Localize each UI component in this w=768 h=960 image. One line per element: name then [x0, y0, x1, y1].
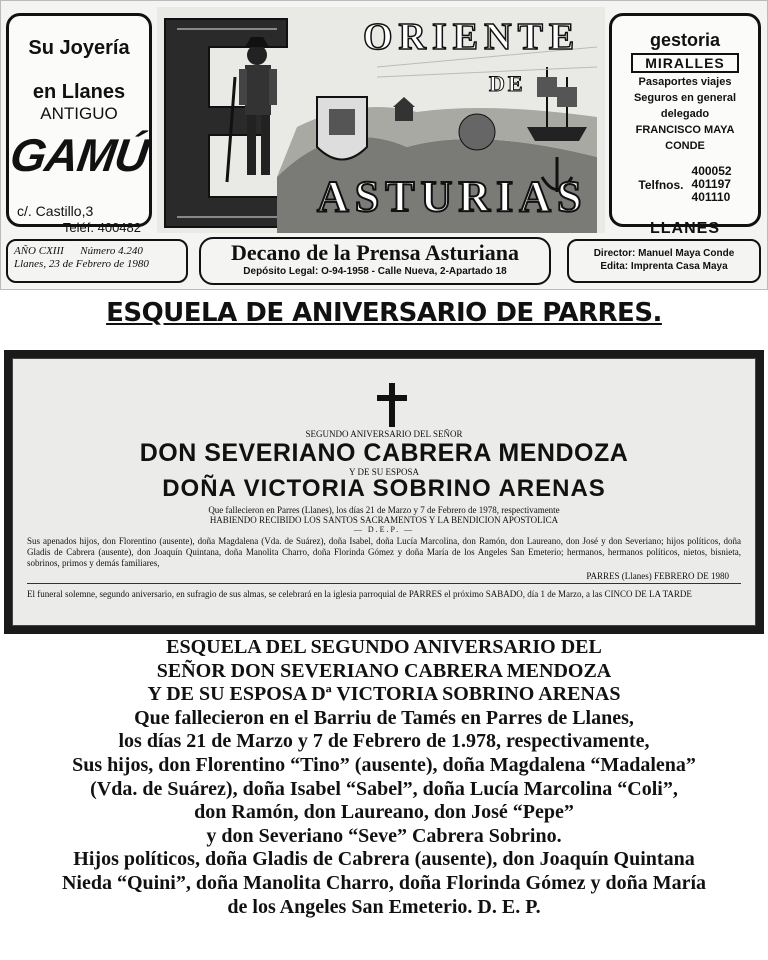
transcription-block [0, 636, 768, 919]
joyeria-line2: en Llanes [32, 81, 126, 103]
editor-line: Edita: Imprenta Casa Maya [600, 261, 728, 272]
transcription-line: don Ramón, don Laureano, don José “Pepe” [194, 801, 574, 824]
gestoria-line7: CONDE [665, 140, 705, 152]
gestoria-line6: FRANCISCO MAYA [635, 124, 735, 136]
transcription-line: los días 21 de Marzo y 7 de Febrero de 1.978, respectivamente, [118, 730, 650, 753]
director-line: Director: Manuel Maya Conde [593, 248, 735, 259]
joyeria-line1: Su Joyería [28, 37, 130, 59]
issue-year: AÑO CXIII [14, 245, 64, 257]
gestoria-miralles-ad [609, 13, 761, 237]
gestoria-name: MIRALLES [631, 53, 739, 73]
clipping-paper [12, 358, 756, 626]
obituary-clipping [4, 350, 764, 634]
issue-info-box [6, 239, 188, 283]
transcription-line: SEÑOR DON SEVERIANO CABRERA MENDOZA [156, 659, 612, 682]
page-heading: ESQUELA DE ANIVERSARIO DE PARRES. [106, 298, 662, 328]
joyeria-gamu-ad [6, 13, 152, 235]
transcription-line: de los Angeles San Emeterio. D. E. P. [227, 895, 541, 918]
deceased-name-2: DOÑA VICTORIA SOBRINO ARENAS [162, 475, 606, 502]
gestoria-town: LLANES [650, 220, 720, 237]
phones-label: Telfnos. [638, 177, 684, 192]
joyeria-line3: ANTIGUO [40, 104, 118, 123]
funeral-notice: El funeral solemne, segundo aniversario, en sufragio de sus almas, se celebrará en la iglesia parroquial de PARRES el próximo SABADO, día 1 de Marzo, a las CINCO DE LA TARDE [27, 589, 692, 599]
issue-number: Número 4.240 [80, 245, 143, 257]
fallecieron-line: Que fallecieron en Parres (Llanes), los días 21 de Marzo y 7 de Febrero de 1978, respectivamente [208, 505, 560, 515]
transcription-line: Que fallecieron en el Barriu de Tamés en Parres de Llanes, [134, 706, 634, 729]
transcription-line: (Vda. de Suárez), doña Isabel “Sabel”, doña Lucía Marcolina “Coli”, [90, 777, 678, 800]
deposito-legal: Depósito Legal: O-94-1958 - Calle Nueva, 2-Apartado 18 [243, 266, 507, 277]
newspaper-masthead [0, 0, 768, 290]
dep-line: — D.E.P. — [353, 525, 415, 534]
spouse-subtitle: Y DE SU ESPOSA [349, 467, 419, 477]
gestoria-line3: Pasaportes viajes [638, 76, 732, 88]
deceased-name-1: DON SEVERIANO CABRERA MENDOZA [139, 439, 629, 467]
gestoria-line4: Seguros en general [633, 92, 737, 104]
divider [27, 583, 741, 584]
anniversary-subtitle: SEGUNDO ANIVERSARIO DEL SEÑOR [305, 429, 463, 439]
place-date: PARRES (Llanes) FEBRERO DE 1980 [586, 571, 729, 581]
issue-date: Llanes, 23 de Febrero de 1980 [14, 258, 149, 270]
coat-of-arms-icon [317, 97, 367, 160]
cross-icon [375, 383, 409, 427]
gestoria-label: gestoria [649, 30, 721, 50]
transcription-line: ESQUELA DEL SEGUNDO ANIVERSARIO DEL [166, 636, 602, 658]
phone-number: 401197 [691, 177, 731, 191]
family-paragraph: Sus apenados hijos, don Florentino (ausente), doña Magdalena (Vda. de Suárez), doña Isabel, doña Lucía Marcolina, don Ramón, don Laureano, don José y don Severiano; hijos políticos, doña Gladis de Cabrera (ausente), don Joaquín Quintana, doña Manolita Charro, doña Florinda Gómez y doña María de los Angeles San Emeterio; hermanos, hermanos políticos, nietos, bisnieta, sobrinos, primos y demás familiares, [27, 536, 741, 568]
transcription-line: Y DE SU ESPOSA Dª VICTORIA SOBRINO ARENAS [147, 683, 621, 706]
masthead-title-asturias: ASTURIAS [317, 172, 588, 221]
transcription-line: Nieda “Quini”, doña Manolita Charro, doña Florinda Gómez y doña María [61, 871, 707, 894]
sacramentos-line: HABIENDO RECIBIDO LOS SANTOS SACRAMENTOS Y LA BENDICION APOSTOLICA [209, 515, 559, 525]
gestoria-line5: delegado [660, 108, 710, 120]
phone-number: 400052 [691, 164, 732, 178]
joyeria-phone: Teléf. 400482 [62, 220, 141, 235]
joyeria-address: c/. Castillo,3 [17, 203, 94, 219]
director-box [567, 239, 761, 283]
phone-number: 401110 [691, 190, 731, 204]
transcription-line: Hijos políticos, doña Gladis de Cabrera (ausente), don Joaquín Quintana [73, 848, 695, 871]
decano-box [199, 237, 551, 285]
phone-numbers [692, 165, 732, 204]
transcription-line: Sus hijos, don Florentino “Tino” (ausente), doña Magdalena “Madalena” [72, 753, 696, 776]
masthead-title-top: ORIENTE [363, 16, 581, 58]
transcription-line: y don Severiano “Seve” Cabrera Sobrino. [206, 824, 562, 847]
masthead-title-de: DE [489, 71, 526, 96]
gestoria-phones [612, 165, 758, 204]
gamu-logo: GAMÚ [7, 129, 151, 181]
decano-title: Decano de la Prensa Asturiana [230, 240, 520, 265]
